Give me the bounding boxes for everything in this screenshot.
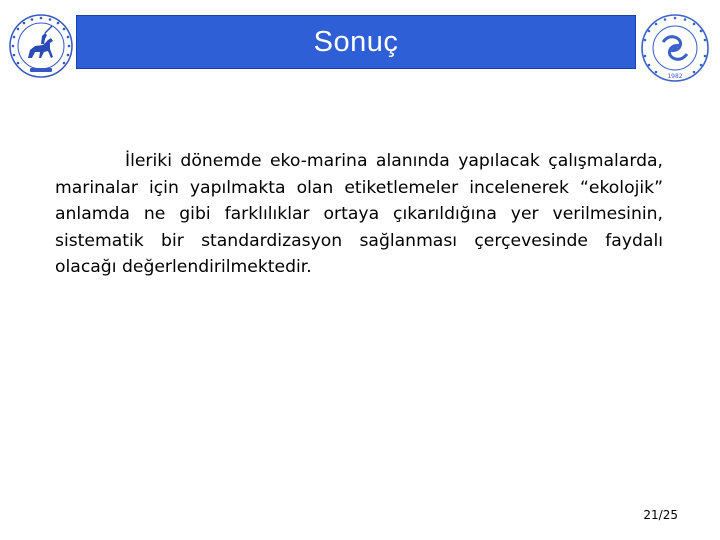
right-university-logo	[639, 12, 711, 86]
logo-year: 1982	[667, 73, 683, 80]
anchor-wave-seal-icon	[639, 12, 711, 86]
slide-title-bar	[76, 15, 636, 69]
horse-rider-seal-icon	[8, 12, 74, 82]
left-university-logo	[8, 12, 74, 82]
slide-body-text: İleriki dönemde eko-marina alanında yapılacak çalışmalarda, marinalar için yapılmakta olan etiketlemeler incelenerek “ekolojik” anlamda ne gibi farklılıklar ortaya çıkarıldığına yer verilmesinin, sistematik bir standardizasyon sağlanması çerçevesinde faydalı olacağı değerlendirilmektedir.	[55, 151, 663, 277]
page-number: 21/25	[643, 508, 678, 522]
slide-title: Sonuç	[313, 25, 399, 58]
